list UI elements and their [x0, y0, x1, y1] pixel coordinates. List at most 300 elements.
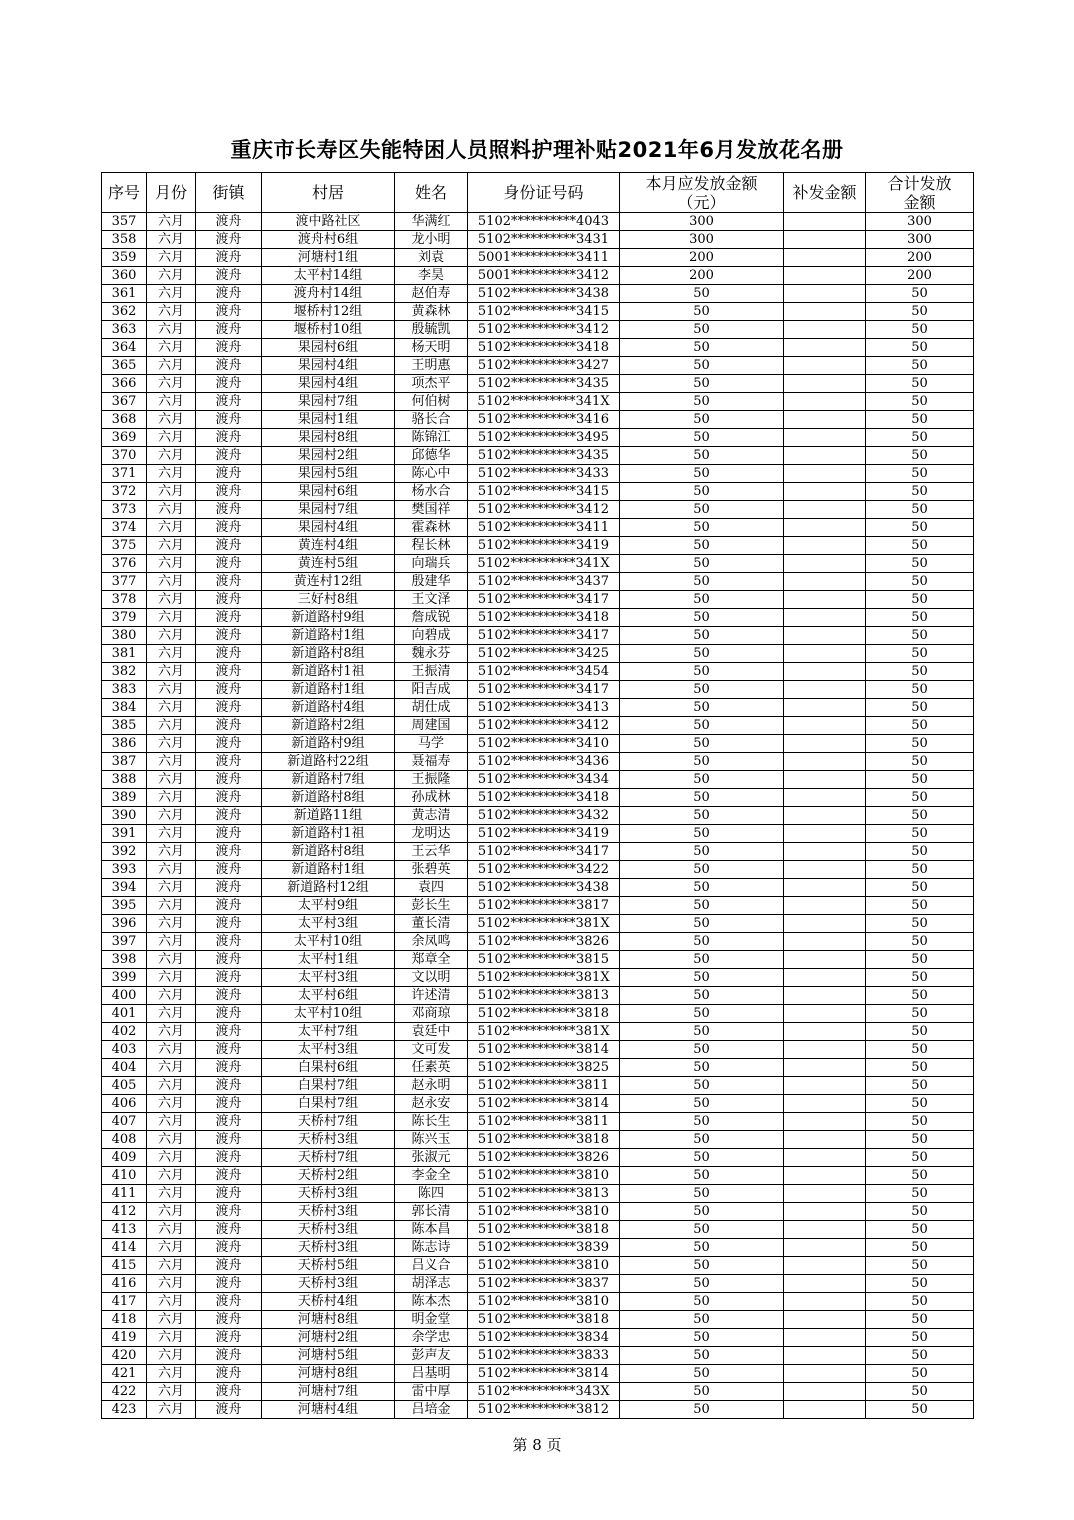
- supplement-cell: [784, 645, 866, 663]
- amount-cell: 50: [620, 843, 784, 861]
- supplement-cell: [784, 1113, 866, 1131]
- town-cell: 渡舟: [196, 1311, 262, 1329]
- town-cell: 渡舟: [196, 897, 262, 915]
- supplement-cell: [784, 1131, 866, 1149]
- total-cell: 200: [866, 267, 974, 285]
- village-cell: 天桥村2组: [262, 1167, 395, 1185]
- total-cell: 50: [866, 1131, 974, 1149]
- name-cell: 袁廷中: [395, 1023, 468, 1041]
- id-cell: 5102**********3818: [468, 1131, 620, 1149]
- amount-cell: 50: [620, 1167, 784, 1185]
- village-cell: 果园村7组: [262, 393, 395, 411]
- supplement-cell: [784, 1005, 866, 1023]
- seq-cell: 371: [102, 465, 147, 483]
- total-cell: 50: [866, 825, 974, 843]
- amount-cell: 50: [620, 663, 784, 681]
- supplement-cell: [784, 1041, 866, 1059]
- id-cell: 5102**********3813: [468, 987, 620, 1005]
- table-row: [102, 231, 974, 249]
- id-cell: 5102**********3437: [468, 573, 620, 591]
- total-cell: 50: [866, 537, 974, 555]
- name-cell: 王振清: [395, 663, 468, 681]
- table-row: [102, 897, 974, 915]
- name-cell: 刘袁: [395, 249, 468, 267]
- table-row: [102, 1023, 974, 1041]
- village-cell: 太平村6组: [262, 987, 395, 1005]
- seq-cell: 420: [102, 1347, 147, 1365]
- month-cell: 六月: [147, 609, 196, 627]
- town-cell: 渡舟: [196, 951, 262, 969]
- supplement-cell: [784, 987, 866, 1005]
- name-cell: 彭长生: [395, 897, 468, 915]
- town-cell: 渡舟: [196, 609, 262, 627]
- amount-cell: 50: [620, 465, 784, 483]
- table-row: [102, 1257, 974, 1275]
- town-cell: 渡舟: [196, 321, 262, 339]
- id-cell: 5102**********3839: [468, 1239, 620, 1257]
- total-cell: 50: [866, 321, 974, 339]
- supplement-cell: [784, 1311, 866, 1329]
- seq-cell: 413: [102, 1221, 147, 1239]
- table-row: [102, 213, 974, 231]
- month-cell: 六月: [147, 735, 196, 753]
- supplement-cell: [784, 339, 866, 357]
- id-cell: 5102**********3814: [468, 1365, 620, 1383]
- table-row: [102, 969, 974, 987]
- amount-cell: 50: [620, 681, 784, 699]
- village-cell: 新道路村1祖: [262, 825, 395, 843]
- supplement-cell: [784, 375, 866, 393]
- seq-cell: 397: [102, 933, 147, 951]
- month-cell: 六月: [147, 519, 196, 537]
- total-cell: 50: [866, 375, 974, 393]
- header-village: 村居: [262, 173, 395, 213]
- total-cell: 50: [866, 1005, 974, 1023]
- table-row: [102, 1221, 974, 1239]
- header-amount-line2: （元）: [677, 192, 726, 212]
- name-cell: 明金堂: [395, 1311, 468, 1329]
- supplement-cell: [784, 1383, 866, 1401]
- table-row: [102, 1041, 974, 1059]
- month-cell: 六月: [147, 1275, 196, 1293]
- village-cell: 黄连村5组: [262, 555, 395, 573]
- supplement-cell: [784, 897, 866, 915]
- supplement-cell: [784, 879, 866, 897]
- seq-cell: 359: [102, 249, 147, 267]
- table-row: [102, 1347, 974, 1365]
- name-cell: 吕基明: [395, 1365, 468, 1383]
- name-cell: 王振隆: [395, 771, 468, 789]
- total-cell: 50: [866, 735, 974, 753]
- town-cell: 渡舟: [196, 969, 262, 987]
- amount-cell: 50: [620, 987, 784, 1005]
- village-cell: 白果村6组: [262, 1059, 395, 1077]
- id-cell: 5102**********3818: [468, 1005, 620, 1023]
- amount-cell: 50: [620, 375, 784, 393]
- table-row: [102, 483, 974, 501]
- month-cell: 六月: [147, 447, 196, 465]
- document-title: 重庆市长寿区失能特困人员照料护理补贴2021年6月发放花名册: [230, 138, 844, 162]
- town-cell: 渡舟: [196, 1275, 262, 1293]
- id-cell: 5102**********3416: [468, 411, 620, 429]
- town-cell: 渡舟: [196, 1329, 262, 1347]
- id-cell: 5001**********3411: [468, 249, 620, 267]
- table-row: [102, 789, 974, 807]
- amount-cell: 50: [620, 933, 784, 951]
- total-cell: 50: [866, 1275, 974, 1293]
- total-cell: 50: [866, 1167, 974, 1185]
- seq-cell: 395: [102, 897, 147, 915]
- town-cell: 渡舟: [196, 1167, 262, 1185]
- name-cell: 孙成林: [395, 789, 468, 807]
- month-cell: 六月: [147, 267, 196, 285]
- name-cell: 詹成锐: [395, 609, 468, 627]
- amount-cell: 50: [620, 789, 784, 807]
- total-cell: 50: [866, 591, 974, 609]
- amount-cell: 50: [620, 879, 784, 897]
- supplement-cell: [784, 285, 866, 303]
- seq-cell: 379: [102, 609, 147, 627]
- amount-cell: 50: [620, 699, 784, 717]
- amount-cell: 50: [620, 1131, 784, 1149]
- seq-cell: 361: [102, 285, 147, 303]
- amount-cell: 50: [620, 573, 784, 591]
- town-cell: 渡舟: [196, 465, 262, 483]
- id-cell: 5102**********343X: [468, 1383, 620, 1401]
- amount-cell: 50: [620, 1023, 784, 1041]
- supplement-cell: [784, 717, 866, 735]
- amount-cell: 50: [620, 753, 784, 771]
- town-cell: 渡舟: [196, 843, 262, 861]
- total-cell: 50: [866, 1077, 974, 1095]
- name-cell: 陈本昌: [395, 1221, 468, 1239]
- header-total-line1: 合计发放: [887, 173, 952, 193]
- month-cell: 六月: [147, 573, 196, 591]
- seq-cell: 423: [102, 1401, 147, 1419]
- roster-body: [102, 213, 974, 1419]
- seq-cell: 386: [102, 735, 147, 753]
- village-cell: 河塘村5组: [262, 1347, 395, 1365]
- supplement-cell: [784, 429, 866, 447]
- amount-cell: 50: [620, 1275, 784, 1293]
- total-cell: 50: [866, 645, 974, 663]
- table-row: [102, 447, 974, 465]
- total-cell: 50: [866, 1095, 974, 1113]
- total-cell: 50: [866, 573, 974, 591]
- name-cell: 许述清: [395, 987, 468, 1005]
- month-cell: 六月: [147, 249, 196, 267]
- amount-cell: 50: [620, 771, 784, 789]
- month-cell: 六月: [147, 645, 196, 663]
- supplement-cell: [784, 771, 866, 789]
- month-cell: 六月: [147, 951, 196, 969]
- name-cell: 王明惠: [395, 357, 468, 375]
- amount-cell: 50: [620, 861, 784, 879]
- amount-cell: 50: [620, 1059, 784, 1077]
- town-cell: 渡舟: [196, 573, 262, 591]
- id-cell: 5102**********3435: [468, 375, 620, 393]
- table-row: [102, 609, 974, 627]
- supplement-cell: [784, 861, 866, 879]
- total-cell: 50: [866, 843, 974, 861]
- amount-cell: 50: [620, 1401, 784, 1419]
- amount-cell: 50: [620, 429, 784, 447]
- total-cell: 300: [866, 213, 974, 231]
- village-cell: 天桥村7组: [262, 1149, 395, 1167]
- id-cell: 5102**********3813: [468, 1185, 620, 1203]
- header-supplement: 补发金额: [784, 173, 866, 213]
- id-cell: 5102**********3814: [468, 1095, 620, 1113]
- name-cell: 郑章全: [395, 951, 468, 969]
- village-cell: 果园村7组: [262, 501, 395, 519]
- month-cell: 六月: [147, 717, 196, 735]
- total-cell: 50: [866, 627, 974, 645]
- total-cell: 50: [866, 753, 974, 771]
- supplement-cell: [784, 1077, 866, 1095]
- month-cell: 六月: [147, 1131, 196, 1149]
- seq-cell: 412: [102, 1203, 147, 1221]
- table-row: [102, 465, 974, 483]
- header-seq: 序号: [102, 173, 147, 213]
- total-cell: 50: [866, 879, 974, 897]
- seq-cell: 401: [102, 1005, 147, 1023]
- name-cell: 聂福寿: [395, 753, 468, 771]
- name-cell: 邱德华: [395, 447, 468, 465]
- supplement-cell: [784, 681, 866, 699]
- total-cell: 50: [866, 1203, 974, 1221]
- supplement-cell: [784, 807, 866, 825]
- supplement-cell: [784, 1257, 866, 1275]
- total-cell: 50: [866, 285, 974, 303]
- month-cell: 六月: [147, 1077, 196, 1095]
- table-row: [102, 357, 974, 375]
- id-cell: 5102**********3814: [468, 1041, 620, 1059]
- town-cell: 渡舟: [196, 375, 262, 393]
- town-cell: 渡舟: [196, 1005, 262, 1023]
- table-row: [102, 771, 974, 789]
- total-cell: 50: [866, 1257, 974, 1275]
- amount-cell: 50: [620, 897, 784, 915]
- seq-cell: 375: [102, 537, 147, 555]
- village-cell: 新道路村8组: [262, 789, 395, 807]
- total-cell: 50: [866, 717, 974, 735]
- table-row: [102, 933, 974, 951]
- month-cell: 六月: [147, 429, 196, 447]
- table-row: [102, 1077, 974, 1095]
- village-cell: 天桥村3组: [262, 1239, 395, 1257]
- seq-cell: 367: [102, 393, 147, 411]
- seq-cell: 392: [102, 843, 147, 861]
- id-cell: 5102**********3811: [468, 1077, 620, 1095]
- village-cell: 新道路村1祖: [262, 663, 395, 681]
- village-cell: 天桥村5组: [262, 1257, 395, 1275]
- table-row: [102, 1239, 974, 1257]
- town-cell: 渡舟: [196, 429, 262, 447]
- village-cell: 渡舟村6组: [262, 231, 395, 249]
- seq-cell: 369: [102, 429, 147, 447]
- town-cell: 渡舟: [196, 1365, 262, 1383]
- village-cell: 黄连村4组: [262, 537, 395, 555]
- amount-cell: 50: [620, 1311, 784, 1329]
- table-row: [102, 1293, 974, 1311]
- town-cell: 渡舟: [196, 987, 262, 1005]
- month-cell: 六月: [147, 825, 196, 843]
- seq-cell: 388: [102, 771, 147, 789]
- seq-cell: 400: [102, 987, 147, 1005]
- table-row: [102, 411, 974, 429]
- month-cell: 六月: [147, 1113, 196, 1131]
- amount-cell: 50: [620, 825, 784, 843]
- town-cell: 渡舟: [196, 753, 262, 771]
- month-cell: 六月: [147, 411, 196, 429]
- name-cell: 魏永芬: [395, 645, 468, 663]
- seq-cell: 373: [102, 501, 147, 519]
- town-cell: 渡舟: [196, 249, 262, 267]
- name-cell: 黄森林: [395, 303, 468, 321]
- village-cell: 果园村6组: [262, 483, 395, 501]
- seq-cell: 387: [102, 753, 147, 771]
- amount-cell: 50: [620, 627, 784, 645]
- seq-cell: 415: [102, 1257, 147, 1275]
- seq-cell: 418: [102, 1311, 147, 1329]
- village-cell: 三好村8组: [262, 591, 395, 609]
- total-cell: 50: [866, 519, 974, 537]
- town-cell: 渡舟: [196, 681, 262, 699]
- total-cell: 50: [866, 1185, 974, 1203]
- table-row: [102, 375, 974, 393]
- header-month: 月份: [147, 173, 196, 213]
- name-cell: 程长林: [395, 537, 468, 555]
- town-cell: 渡舟: [196, 1059, 262, 1077]
- supplement-cell: [784, 1167, 866, 1185]
- seq-cell: 419: [102, 1329, 147, 1347]
- total-cell: 50: [866, 681, 974, 699]
- name-cell: 胡泽志: [395, 1275, 468, 1293]
- month-cell: 六月: [147, 375, 196, 393]
- amount-cell: 50: [620, 393, 784, 411]
- name-cell: 陈四: [395, 1185, 468, 1203]
- seq-cell: 390: [102, 807, 147, 825]
- seq-cell: 393: [102, 861, 147, 879]
- village-cell: 太平村7组: [262, 1023, 395, 1041]
- village-cell: 堰桥村12组: [262, 303, 395, 321]
- table-row: [102, 501, 974, 519]
- town-cell: 渡舟: [196, 213, 262, 231]
- village-cell: 果园村8组: [262, 429, 395, 447]
- table-row: [102, 717, 974, 735]
- id-cell: 5102**********3434: [468, 771, 620, 789]
- town-cell: 渡舟: [196, 825, 262, 843]
- month-cell: 六月: [147, 1059, 196, 1077]
- village-cell: 黄连村12组: [262, 573, 395, 591]
- table-row: [102, 429, 974, 447]
- total-cell: 50: [866, 429, 974, 447]
- table-row: [102, 339, 974, 357]
- amount-cell: 50: [620, 1329, 784, 1347]
- total-cell: 50: [866, 339, 974, 357]
- name-cell: 杨水合: [395, 483, 468, 501]
- village-cell: 太平村14组: [262, 267, 395, 285]
- amount-cell: 50: [620, 501, 784, 519]
- table-row: [102, 1131, 974, 1149]
- id-cell: 5102**********3422: [468, 861, 620, 879]
- supplement-cell: [784, 1401, 866, 1419]
- seq-cell: 380: [102, 627, 147, 645]
- supplement-cell: [784, 1203, 866, 1221]
- name-cell: 赵永明: [395, 1077, 468, 1095]
- table-row: [102, 537, 974, 555]
- header-total: [866, 173, 974, 213]
- table-row: [102, 843, 974, 861]
- amount-cell: 200: [620, 267, 784, 285]
- supplement-cell: [784, 825, 866, 843]
- village-cell: 太平村10组: [262, 933, 395, 951]
- month-cell: 六月: [147, 321, 196, 339]
- supplement-cell: [784, 411, 866, 429]
- name-cell: 龙小明: [395, 231, 468, 249]
- month-cell: 六月: [147, 969, 196, 987]
- town-cell: 渡舟: [196, 807, 262, 825]
- village-cell: 太平村1组: [262, 951, 395, 969]
- town-cell: 渡舟: [196, 1149, 262, 1167]
- village-cell: 太平村3组: [262, 915, 395, 933]
- table-row: [102, 1311, 974, 1329]
- seq-cell: 396: [102, 915, 147, 933]
- month-cell: 六月: [147, 231, 196, 249]
- total-cell: 50: [866, 1383, 974, 1401]
- seq-cell: 398: [102, 951, 147, 969]
- village-cell: 果园村4组: [262, 357, 395, 375]
- amount-cell: 50: [620, 447, 784, 465]
- total-cell: 50: [866, 1023, 974, 1041]
- name-cell: 黄志清: [395, 807, 468, 825]
- month-cell: 六月: [147, 537, 196, 555]
- total-cell: 50: [866, 465, 974, 483]
- total-cell: 50: [866, 1329, 974, 1347]
- seq-cell: 391: [102, 825, 147, 843]
- town-cell: 渡舟: [196, 1347, 262, 1365]
- name-cell: 向碧成: [395, 627, 468, 645]
- seq-cell: 381: [102, 645, 147, 663]
- amount-cell: 50: [620, 321, 784, 339]
- total-cell: 50: [866, 1401, 974, 1419]
- table-row: [102, 735, 974, 753]
- amount-cell: 50: [620, 483, 784, 501]
- table-row: [102, 825, 974, 843]
- village-cell: 新道路村9组: [262, 735, 395, 753]
- amount-cell: 50: [620, 915, 784, 933]
- village-cell: 新道路村8组: [262, 843, 395, 861]
- supplement-cell: [784, 465, 866, 483]
- name-cell: 霍森林: [395, 519, 468, 537]
- name-cell: 樊国祥: [395, 501, 468, 519]
- id-cell: 5102**********3826: [468, 1149, 620, 1167]
- total-cell: 50: [866, 1059, 974, 1077]
- village-cell: 果园村4组: [262, 519, 395, 537]
- village-cell: 天桥村3组: [262, 1221, 395, 1239]
- supplement-cell: [784, 213, 866, 231]
- supplement-cell: [784, 1293, 866, 1311]
- header-id: 身份证号码: [468, 173, 620, 213]
- supplement-cell: [784, 1095, 866, 1113]
- total-cell: 300: [866, 231, 974, 249]
- name-cell: 吕培金: [395, 1401, 468, 1419]
- amount-cell: 200: [620, 249, 784, 267]
- town-cell: 渡舟: [196, 861, 262, 879]
- town-cell: 渡舟: [196, 735, 262, 753]
- name-cell: 文以明: [395, 969, 468, 987]
- month-cell: 六月: [147, 213, 196, 231]
